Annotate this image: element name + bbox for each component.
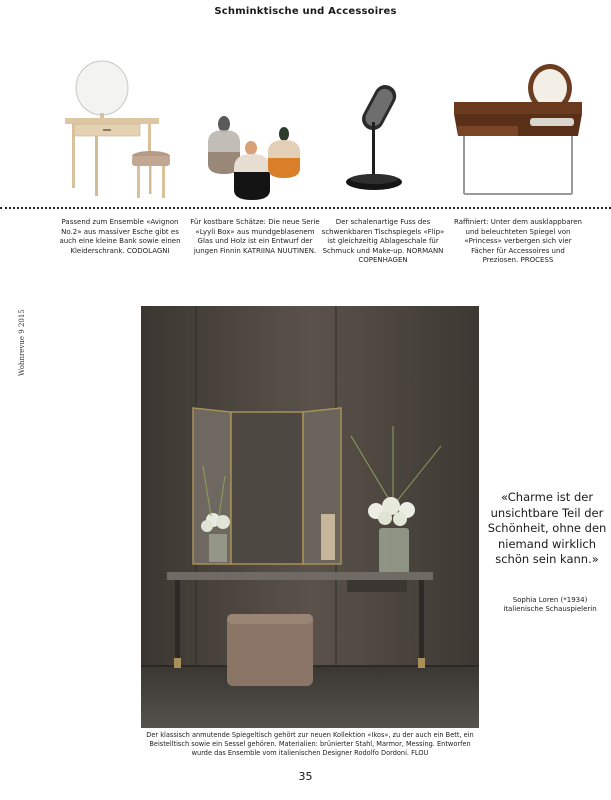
product-image-lyyli-box bbox=[204, 112, 304, 200]
quote-author-role: italienische Schauspielerin bbox=[503, 605, 597, 613]
quote-author-name: Sophia Loren (*1934) bbox=[512, 596, 588, 604]
product-image-flip-mirror bbox=[342, 82, 406, 194]
product-caption-avignon: Passend zum Ensemble «Avignon No.2» aus massiver Esche gibt es auch eine kleine Bank sowie einen Kleiderschrank. CODOLAGNI bbox=[59, 218, 181, 255]
magazine-side-label: Wohnrevue 9 2015 bbox=[18, 309, 26, 376]
product-caption-princess: Raffiniert: Unter dem ausklappbaren und beleuchteten Spiegel von «Princess» verbergen sich vier Fächer für Accessoires und Preziosen. PROCESS bbox=[454, 218, 582, 265]
main-photo-caption: Der klassisch anmutende Spiegeltisch gehört zur neuen Kollektion «Ikos», zu der auch ein Bett, ein Beistelltisch sowie ein Sessel gehören. Materialien: brünierter Stahl, Marmor, Messing. Entworfen wurde das Ensemble vom italienischen Designer Rodolfo Dordoni. FLOU bbox=[146, 731, 474, 757]
main-photo-ikos-vanity bbox=[141, 306, 479, 728]
page-number: 35 bbox=[298, 770, 313, 783]
dotted-divider bbox=[0, 207, 611, 209]
pull-quote: «Charme ist der unsichtbare Teil der Schönheit, ohne den niemand wirklich schön sein kann.» bbox=[487, 490, 607, 566]
page-header-title: Schminktische und Accessoires bbox=[214, 6, 397, 17]
product-caption-flip: Der schalenartige Fuss des schwenkbaren Tischspiegels «Flip» ist gleichzeitig Ablageschale für Schmuck und Make-up. NORMANN COPENHAGEN bbox=[321, 218, 445, 265]
product-image-princess-desk bbox=[448, 62, 590, 198]
pull-quote-attribution bbox=[492, 596, 608, 614]
product-row bbox=[0, 54, 611, 202]
product-image-avignon bbox=[60, 60, 178, 202]
product-caption-lyyli-box: Für kostbare Schätze: Die neue Serie «Lyyli Box» aus mundgeblasenem Glas und Holz ist ein Entwurf der jungen Finnin KATRIINA NUUTINEN. bbox=[190, 218, 320, 255]
